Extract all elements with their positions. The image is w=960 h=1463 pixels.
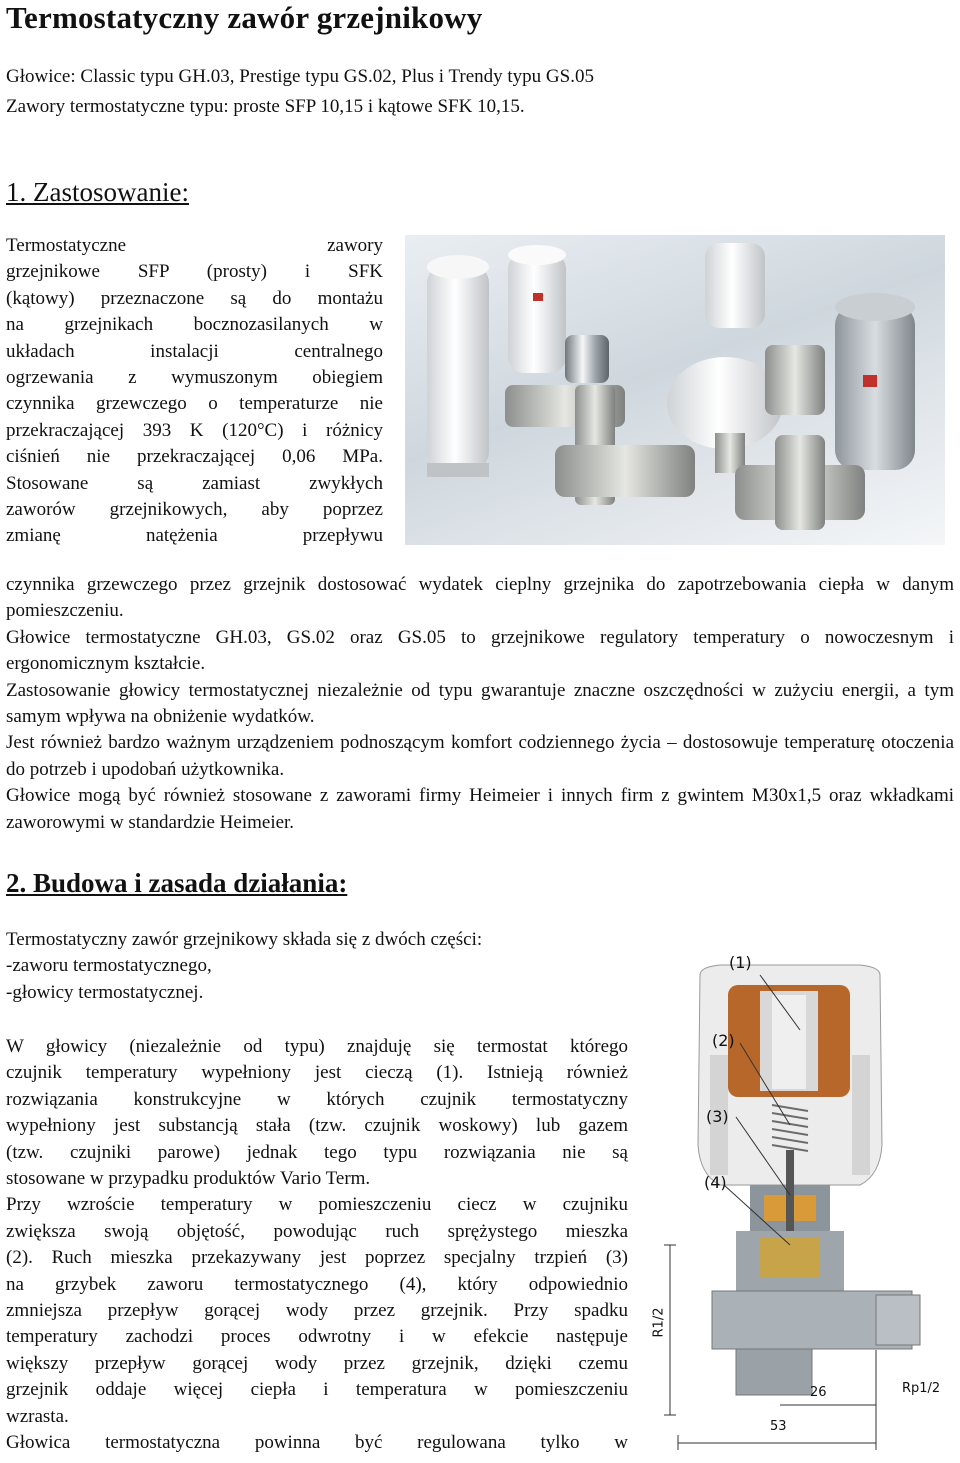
section-1-paragraphs (6, 572, 954, 836)
dim-r12: R1/2 (651, 1307, 667, 1338)
text-line: ciśnień nie przekraczającej 0,06 MPa. (6, 446, 383, 468)
section-1-left-column (6, 233, 383, 550)
text-line: ogrzewania z wymuszonym obiegiem (6, 367, 383, 389)
callout-2: (2) (712, 1031, 735, 1050)
text-line: zwiększa swoją objętość, powodując ruch sprężystego mieszka (6, 1220, 628, 1242)
text-line: na grzybek zaworu termostatycznego (4), który odpowiednio (6, 1273, 628, 1295)
valves-product-photo (405, 235, 945, 545)
text-line: (tzw. czujniki parowe) jednak tego typu rozwiązania nie są (6, 1141, 628, 1163)
text-line: Głowica termostatyczna powinna być regulowana tylko w (6, 1432, 628, 1454)
text-line: układach instalacji centralnego (6, 340, 383, 362)
text-line: (2). Ruch mieszka przekazywany jest poprzez specjalny trzpień (3) (6, 1247, 628, 1269)
text-line: temperatury zachodzi proces odwrotny i w efekcie następuje (6, 1326, 628, 1348)
text-line: na grzejnikach bocznozasilanych w (6, 314, 383, 336)
text-line: zmianę natężenia przepływu (6, 525, 383, 547)
text-line: stosowane w przypadku produktów Vario Term. (6, 1168, 371, 1190)
page-title: Termostatyczny zawór grzejnikowy (6, 0, 483, 35)
dim-26: 26 (810, 1385, 827, 1400)
text-line: czujnik temperatury wypełniony jest cieczą (1). Istnieją również (6, 1062, 628, 1084)
paragraph: czynnika grzewczego przez grzejnik dostosować wydatek cieplny grzejnika do zapotrzebowania ciepła w danym pomieszczeniu. (6, 574, 954, 622)
text-line: wzrasta. (6, 1405, 69, 1427)
text-line: Termostatyczny zawór grzejnikowy składa się z dwóch części: (6, 929, 483, 950)
callout-1: (1) (729, 953, 752, 972)
subtitle-heads: Głowice: Classic typu GH.03, Prestige typu GS.02, Plus i Trendy typu GS.05 (6, 66, 594, 87)
valves-illustration (405, 235, 945, 545)
paragraph: Głowice mogą być również stosowane z zaworami firmy Heimeier i innych firm z gwintem M30x1,5 oraz wkładkami zaworowymi w standardzie Heimeier. (6, 785, 954, 833)
section-2-heading: 2. Budowa i zasada działania: (6, 868, 348, 898)
callout-3: (3) (706, 1107, 729, 1126)
callout-4: (4) (704, 1173, 727, 1192)
section-1-heading: 1. Zastosowanie: (6, 177, 189, 207)
subtitle-valves: Zawory termostatyczne typu: proste SFP 10,15 i kątowe SFK 10,15. (6, 96, 525, 117)
paragraph: Jest również bardzo ważnym urządzeniem podnoszącym komfort codziennego życia – dostosowuje temperaturę otoczenia do potrzeb i upodobań użytkownika. (6, 732, 954, 780)
text-line: Przy wzroście temperatury w pomieszczeniu ciecz w czujniku (6, 1194, 628, 1216)
valve-cross-section-diagram (640, 945, 960, 1458)
text-line: W głowicy (niezależnie od typu) znajduję się termostat którego (6, 1036, 628, 1057)
paragraph: Zastosowanie głowicy termostatycznej niezależnie od typu gwarantuje znaczne oszczędności w zużyciu energii, a tym samym wpływa na obniżenie wydatków. (6, 679, 954, 728)
text-line: zmniejsza przepływ gorącej wody przez grzejnik. Przy spadku (6, 1300, 628, 1322)
paragraph: Głowice termostatyczne GH.03, GS.02 oraz GS.05 to grzejnikowe regulatory temperatury o nowoczesnym i ergonomicznym kształcie. (6, 626, 954, 675)
text-line: grzejnikowe SFP (prosty) i SFK (6, 261, 383, 283)
text-line: rozwiązania konstrukcyjne w których czujnik termostatyczny (6, 1088, 628, 1110)
text-line: wypełniony jest substancją stała (tzw. czujnik woskowy) lub gazem (6, 1115, 628, 1137)
dim-53: 53 (770, 1419, 787, 1434)
text-line: grzejnik oddaje więcej ciepła i temperatura w pomieszczeniu (6, 1379, 628, 1401)
dim-rp12: Rp1/2 (902, 1381, 941, 1396)
text-line: czynnika grzewczego o temperaturze nie (6, 393, 383, 415)
section-2-intro (6, 927, 626, 1006)
text-line: -zaworu termostatycznego, (6, 955, 212, 977)
text-line: (kątowy) przeznaczone są do montażu (6, 287, 383, 309)
text-line: Stosowane są zamiast zwykłych (6, 472, 383, 494)
text-line: zaworów grzejnikowych, aby poprzez (6, 499, 383, 521)
text-line: większy przepływ gorącej wody przez grzejnik, dzięki czemu (6, 1352, 628, 1374)
text-line: -głowicy termostatycznej. (6, 981, 204, 1003)
text-line: Termostatyczne zawory (6, 235, 383, 256)
section-2-body (6, 1034, 628, 1457)
text-line: przekraczającej 393 K (120°C) i różnicy (6, 419, 383, 441)
